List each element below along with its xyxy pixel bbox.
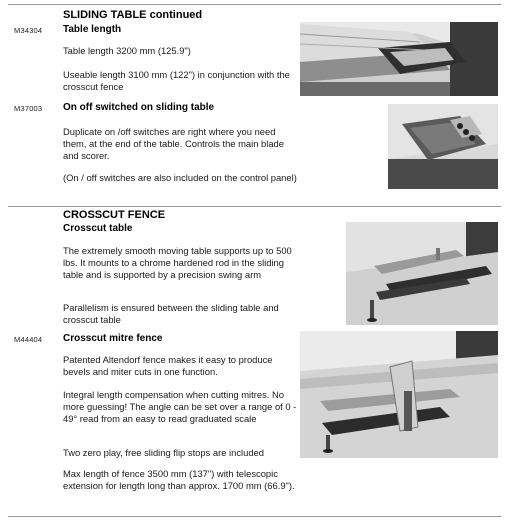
paragraph: (On / off switches are also included on the control panel) — [63, 172, 297, 183]
sliding-table-photo — [300, 22, 498, 96]
section-heading: CROSSCUT FENCE — [63, 209, 166, 221]
subheading: Table length — [63, 24, 122, 35]
bottom-divider — [8, 516, 501, 517]
on-off-switch-photo — [388, 104, 498, 189]
crosscut-mitre-fence-photo — [300, 331, 498, 458]
paragraph: Parallelism is ensured between the sliding table and crosscut table — [63, 302, 279, 325]
paragraph: Useable length 3100 mm (122") in conjunction with the crosscut fence — [63, 69, 290, 92]
paragraph: The extremely smooth moving table supports up to 500 lbs. It mounts to a chrome hardened rod in the sliding table and is supported by a precision swing arm — [63, 245, 292, 280]
section-heading: SLIDING TABLE continued — [63, 9, 203, 21]
paragraph: Patented Altendorf fence makes it easy to produce bevels and miter cuts in one function. — [63, 354, 273, 377]
item-code: M44404 — [14, 335, 43, 344]
paragraph: Integral length compensation when cutting mitres. No more guessing! The angle can be set over a range of 0 - 49° read from an easy to read graduated scale — [63, 389, 297, 424]
paragraph: Two zero play, free sliding flip stops are included — [63, 447, 264, 458]
item-code: M37003 — [14, 104, 43, 113]
subheading: Crosscut mitre fence — [63, 333, 163, 344]
item-code: M34304 — [14, 26, 43, 35]
paragraph: Table length 3200 mm (125.9") — [63, 45, 191, 56]
section-divider — [8, 206, 501, 207]
crosscut-table-photo — [346, 222, 498, 325]
paragraph: Duplicate on /off switches are right where you need them, at the end of the table. Controls the main blade and scorer. — [63, 126, 284, 161]
subheading: On off switched on sliding table — [63, 102, 215, 113]
paragraph: Max length of fence 3500 mm (137") with telescopic extension for length long than approx. 1700 mm (66.9"). — [63, 468, 295, 491]
subheading: Crosscut table — [63, 223, 133, 234]
top-divider — [8, 4, 501, 5]
